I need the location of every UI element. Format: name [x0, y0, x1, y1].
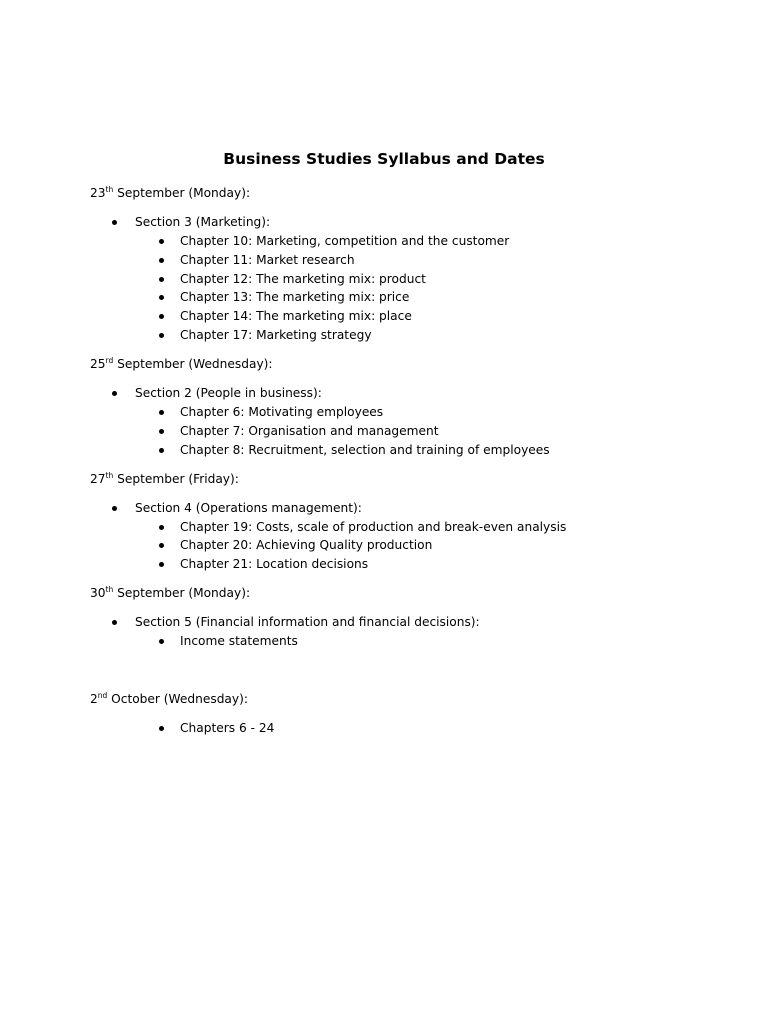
bullet	[159, 314, 164, 319]
section-heading: Section 3 (Marketing):	[135, 215, 271, 229]
bullet	[159, 295, 164, 300]
bullet	[159, 726, 164, 731]
bullet	[159, 543, 164, 548]
bullet	[112, 620, 117, 625]
list-item: Income statements	[180, 634, 298, 648]
list-item: Chapter 20: Achieving Quality production	[180, 538, 433, 552]
bullet	[159, 258, 164, 263]
section-heading: Section 2 (People in business):	[135, 386, 322, 400]
list-item: Chapter 8: Recruitment, selection and training of employees	[180, 443, 550, 457]
list-item: Chapter 11: Market research	[180, 253, 355, 267]
list-item: Chapter 12: The marketing mix: product	[180, 272, 426, 286]
bullet	[159, 277, 164, 282]
list-item: Chapter 17: Marketing strategy	[180, 328, 372, 342]
list-item: Chapter 6: Motivating employees	[180, 405, 384, 419]
list-item: Chapters 6 - 24	[180, 721, 275, 735]
session-date: 27th September (Friday):	[90, 471, 239, 486]
session-date: 30th September (Monday):	[90, 585, 251, 600]
session-date: 2nd October (Wednesday):	[90, 691, 248, 706]
session-date: 25rd September (Wednesday):	[90, 356, 273, 371]
bullet	[159, 639, 164, 644]
bullet	[112, 391, 117, 396]
section-heading: Section 4 (Operations management):	[135, 501, 362, 515]
list-item: Chapter 14: The marketing mix: place	[180, 309, 412, 323]
list-item: Chapter 10: Marketing, competition and the customer	[180, 234, 510, 248]
bullet	[159, 448, 164, 453]
bullet	[159, 410, 164, 415]
bullet	[159, 239, 164, 244]
bullet	[112, 506, 117, 511]
section-heading: Section 5 (Financial information and financial decisions):	[135, 615, 480, 629]
list-item: Chapter 21: Location decisions	[180, 557, 369, 571]
bullet	[159, 429, 164, 434]
bullet	[112, 220, 117, 225]
bullet	[159, 562, 164, 567]
list-item: Chapter 19: Costs, scale of production and break-even analysis	[180, 520, 567, 534]
document-title: Business Studies Syllabus and Dates	[223, 150, 545, 168]
bullet	[159, 525, 164, 530]
list-item: Chapter 13: The marketing mix: price	[180, 290, 410, 304]
session-date: 23th September (Monday):	[90, 185, 251, 200]
bullet	[159, 333, 164, 338]
list-item: Chapter 7: Organisation and management	[180, 424, 439, 438]
